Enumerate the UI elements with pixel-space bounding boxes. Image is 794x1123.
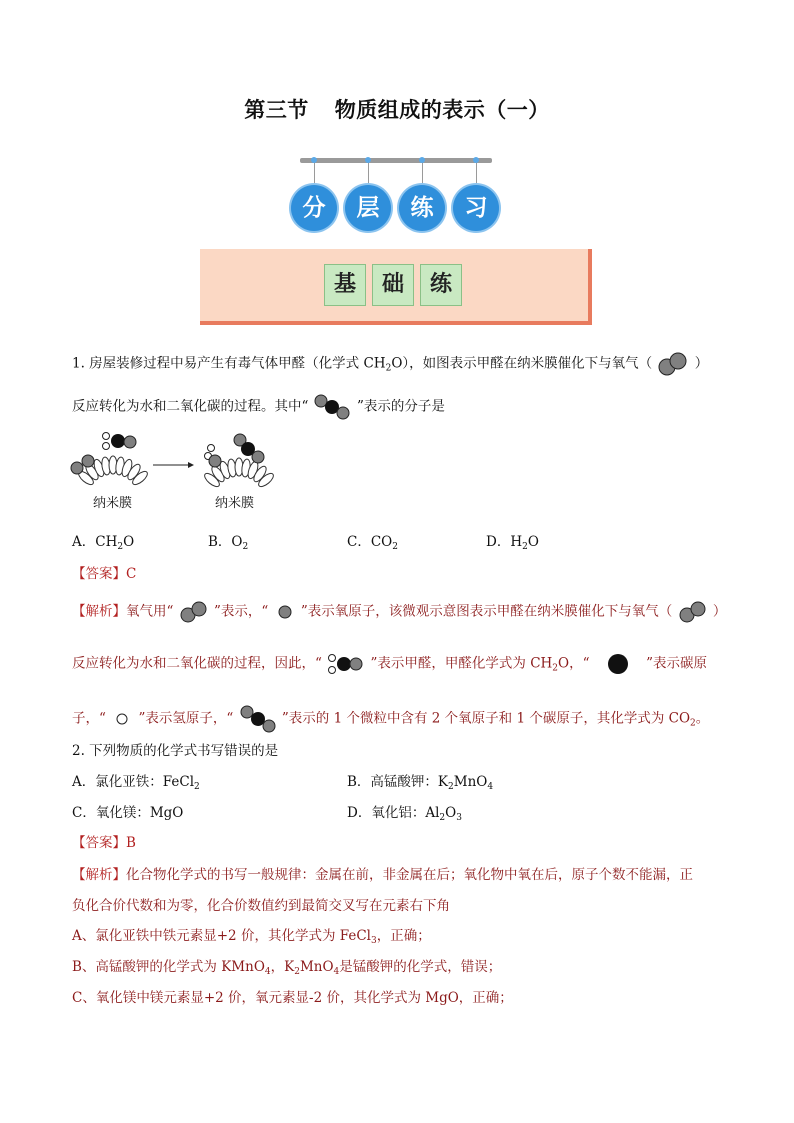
q1-stem-line1: 1. 房屋装修过程中易产生有毒气体甲醛（化学式 $CH_2O$），如图表示甲醛在纳米膜催化下与氧气（ ） <box>72 351 708 378</box>
q2-explanation-c: C、氧化镁中镁元素显+2 价，氧元素显-2 价，其化学式为 MgO，正确； <box>72 990 513 1006</box>
section-title: 物质组成的表示（一） <box>334 98 550 122</box>
co2-molecule-icon <box>238 704 278 734</box>
q2-option-c[interactable]: C．氧化镁：MgO <box>72 805 184 821</box>
hanger-bar <box>300 158 492 163</box>
membrane-label-left: 纳米膜 <box>93 496 133 511</box>
banner-char-chu: 础 <box>372 264 414 306</box>
q1-explanation-line2: 反应转化为水和二氧化碳的过程，因此，“ ”表示甲醛，甲醛化学式为 $CH_2O$，“ ”表示碳原 <box>72 651 707 678</box>
q1-option-d[interactable]: D．$H_2O$ <box>486 534 539 552</box>
q2-option-a[interactable]: A．氯化亚铁：FeCl$_2$ <box>72 774 200 792</box>
q1-explanation-line3: 子，“ ”表示氢原子，“ ”表示的 1 个微粒中含有 2 个氧原子和 1 个碳原子，其化学式为 $CO_2$。 <box>72 704 709 734</box>
q2-explanation-a: A、氯化亚铁中铁元素显+2 价，其化学式为 FeCl$_3$，正确； <box>72 928 431 946</box>
q2-option-d[interactable]: D．氧化铝：$Al_2O_3$ <box>347 805 462 823</box>
badge-lian: 练 <box>399 185 445 231</box>
q1-option-b[interactable]: B．$O_2$ <box>208 534 249 552</box>
co2-molecule-icon <box>313 393 353 421</box>
oxygen-atom-icon <box>273 602 297 622</box>
page-title <box>0 94 794 124</box>
badge-fen: 分 <box>291 185 337 231</box>
oxygen-molecule-icon <box>656 351 690 377</box>
q1-explanation-line1: 【解析】氧气用“ ”表示，“ ”表示氧原子，该微观示意图表示甲醛在纳米膜催化下与氧气（ ） <box>72 600 726 624</box>
q2-explanation-line1: 【解析】化合物化学式的书写一般规律：金属在前，非金属在后；氧化物中氧在后，原子个数不能漏，正 <box>72 867 693 883</box>
q2-option-b[interactable]: B．高锰酸钾：$K_2MnO_4$ <box>347 774 494 792</box>
membrane-label-right: 纳米膜 <box>215 496 255 511</box>
q1-option-c[interactable]: C．$CO_2$ <box>347 534 398 552</box>
banner-char-lian: 练 <box>420 264 462 306</box>
q1-stem-line2: 反应转化为水和二氧化碳的过程。其中“ ”表示的分子是 <box>72 393 445 421</box>
q1-answer: 【答案】C <box>72 566 137 582</box>
oxygen-molecule-icon <box>677 600 709 624</box>
q1-option-a[interactable]: A．$CH_2O$ <box>72 534 135 552</box>
section-number: 第三节 <box>244 98 309 122</box>
hydrogen-atom-icon <box>110 709 134 729</box>
q2-answer: 【答案】B <box>72 835 136 851</box>
banner-char-ji: 基 <box>324 264 366 306</box>
q2-explanation-b: B、高锰酸钾的化学式为 KMnO$_4$，$K_2MnO_4$是锰酸钾的化学式，错误； <box>72 959 502 977</box>
q2-explanation-line2: 负化合价代数和为零，化合价数值约到最简交叉写在元素右下角 <box>72 898 450 914</box>
formaldehyde-molecule-icon <box>326 651 366 677</box>
q2-stem: 2. 下列物质的化学式书写错误的是 <box>72 743 279 759</box>
oxygen-molecule-icon <box>178 600 210 624</box>
carbon-atom-icon <box>594 652 642 676</box>
badge-ceng: 层 <box>345 185 391 231</box>
badge-xi: 习 <box>453 185 499 231</box>
